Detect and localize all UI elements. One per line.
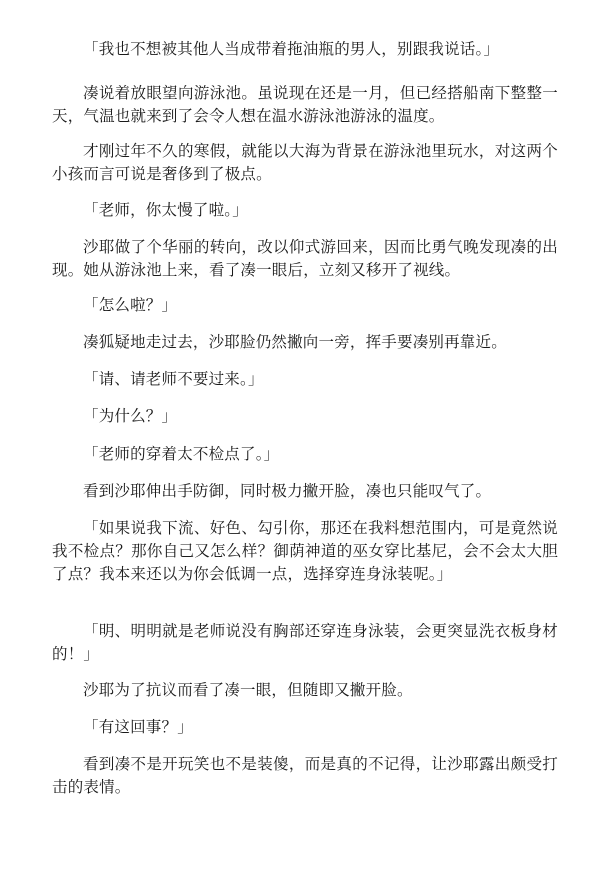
paragraph-7: 凑狐疑地走过去，沙耶脸仍然撇向一旁，挥手要凑别再靠近。 — [83, 333, 507, 351]
paragraph-15: 「有这回事？」 — [83, 718, 193, 736]
paragraph-12: 「如果说我下流、好色、勾引你，那还在我料想范围内，可是竟然说我不检点？那你自己又怎么样？御荫神道的巫女穿比基尼，会不会太大胆了点？我本来还以为你会低调一点，选择穿连身泳装呢。」 — [52, 519, 558, 583]
paragraph-6: 「怎么啦？」 — [83, 296, 178, 314]
paragraph-5: 沙耶做了个华丽的转向，改以仰式游回来，因而比勇气晚发现凑的出现。她从游泳池上来，看了凑一眼后，立刻又移开了视线。 — [52, 238, 558, 279]
paragraph-11: 看到沙耶伸出手防御，同时极力撇开脸，凑也只能叹气了。 — [83, 482, 492, 500]
paragraph-14: 沙耶为了抗议而看了凑一眼，但随即又撇开脸。 — [83, 681, 413, 699]
paragraph-16: 看到凑不是开玩笑也不是装傻，而是真的不记得，让沙耶露出颇受打击的表情。 — [52, 755, 558, 796]
paragraph-1: 「我也不想被其他人当成带着拖油瓶的男人，别跟我说话。」 — [83, 40, 500, 58]
paragraph-10: 「老师的穿着太不检点了。」 — [83, 445, 280, 463]
paragraph-13: 「明、明明就是老师说没有胸部还穿连身泳装，会更突显洗衣板身材的！」 — [52, 622, 558, 663]
paragraph-8: 「请、请老师不要过来。」 — [83, 370, 264, 388]
paragraph-2: 凑说着放眼望向游泳池。虽说现在还是一月，但已经搭船南下整整一天，气温也就来到了会令人想在温水游泳池游泳的温度。 — [52, 84, 558, 125]
paragraph-4: 「老师，你太慢了啦。」 — [83, 201, 248, 219]
paragraph-9: 「为什么？」 — [83, 407, 178, 425]
paragraph-3: 才刚过年不久的寒假，就能以大海为背景在游泳池里玩水，对这两个小孩而言可说是奢侈到了极点。 — [52, 142, 558, 183]
